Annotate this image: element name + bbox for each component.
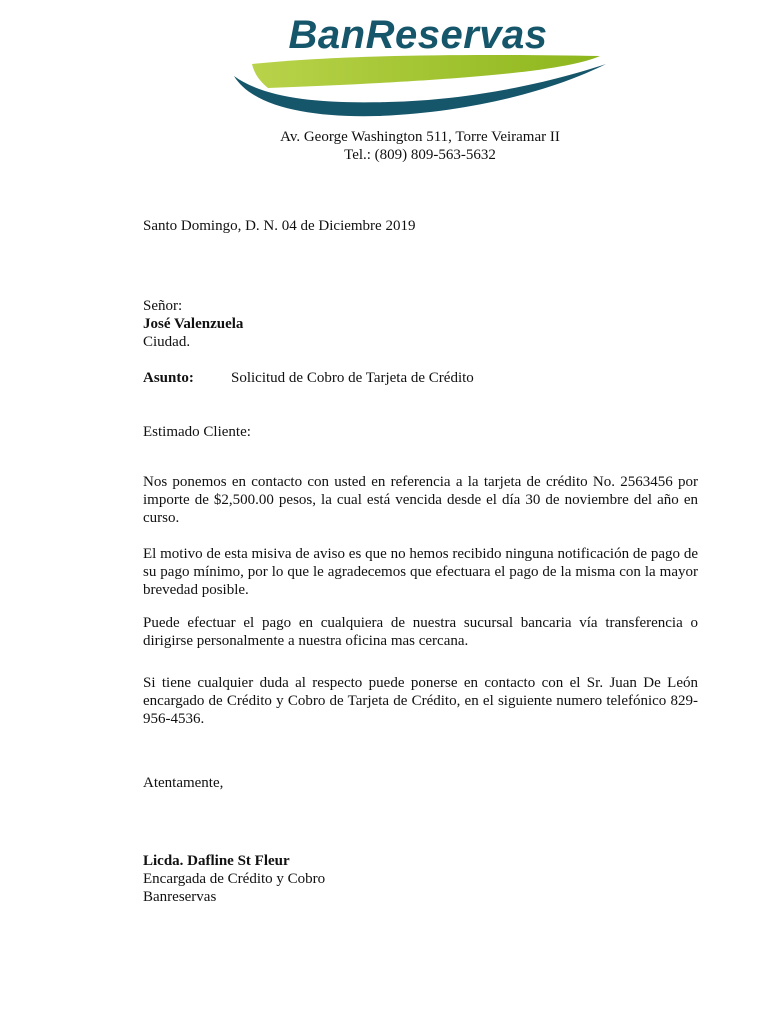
recipient-block <box>143 297 698 351</box>
logo-wordmark: BanReservas <box>288 13 548 57</box>
body-paragraph-4: Si tiene cualquier duda al respecto puede ponerse en contacto con el Sr. Juan De León encargado de Crédito y Cobro de Tarjeta de Crédito, en el siguiente numero telefónico 829-956-4536. <box>143 675 698 727</box>
signature-name: Licda. Dafline St Fleur <box>143 853 290 869</box>
greeting: Estimado Cliente: <box>143 424 251 440</box>
subject-line <box>143 369 698 387</box>
letter-date: Santo Domingo, D. N. 04 de Diciembre 2019 <box>143 218 416 234</box>
closing: Atentamente, <box>143 775 224 791</box>
recipient-city: Ciudad. <box>143 334 191 350</box>
letterhead-phone: Tel.: (809) 809-563-5632 <box>344 147 496 163</box>
body-paragraph-3: Puede efectuar el pago en cualquiera de nuestra sucursal bancaria vía transferencia o dirigirse personalmente a nuestra oficina mas cercana. <box>143 615 698 649</box>
letterhead <box>140 128 700 164</box>
subject-text: Solicitud de Cobro de Tarjeta de Crédito <box>231 370 474 386</box>
signature-company: Banreservas <box>143 889 217 905</box>
body-paragraph-2: El motivo de esta misiva de aviso es que no hemos recibido ninguna notificación de pago de su pago mínimo, por lo que le agradecemos que efectuara el pago de la misma con la mayor brevedad posible. <box>143 546 698 598</box>
recipient-salutation: Señor: <box>143 298 183 314</box>
subject-label: Asunto: <box>143 370 194 386</box>
signature-block <box>143 852 698 906</box>
recipient-name: José Valenzuela <box>143 316 244 332</box>
signature-title: Encargada de Crédito y Cobro <box>143 871 326 887</box>
letterhead-address: Av. George Washington 511, Torre Veiramar II <box>280 129 560 145</box>
body-paragraph-1: Nos ponemos en contacto con usted en referencia a la tarjeta de crédito No. 2563456 por importe de $2,500.00 pesos, la cual está vencida desde el día 30 de noviembre del año en curso. <box>143 474 698 526</box>
banreservas-logo <box>228 10 612 126</box>
